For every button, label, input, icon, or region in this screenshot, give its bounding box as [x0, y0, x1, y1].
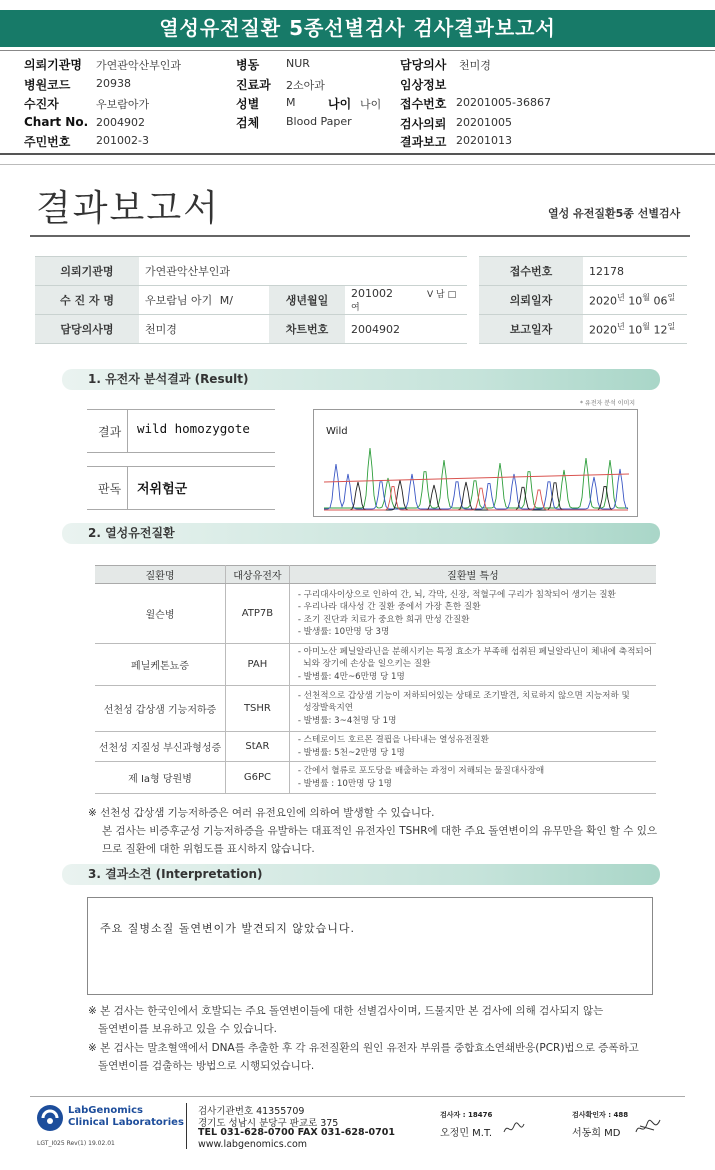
- doctor-label: 담당의사명: [35, 315, 139, 344]
- divider: [87, 466, 275, 467]
- divider: [87, 452, 275, 453]
- column-header: 질환명: [95, 566, 226, 584]
- target-gene: StAR: [226, 732, 290, 762]
- section-result-header: 1. 유전자 분석결과 (Result): [62, 369, 660, 390]
- logo-text: LabGenomics: [68, 1105, 143, 1116]
- report-subtitle: 열성 유전질환5종 선별검사: [548, 207, 681, 220]
- header-key: 병원코드: [24, 78, 71, 92]
- divider: [87, 509, 275, 510]
- header-key: 검사의뢰: [400, 117, 447, 131]
- header-key: 담당의사: [400, 58, 447, 72]
- footer-line: 검사기관번호 41355709: [198, 1106, 305, 1117]
- divider: [186, 1103, 187, 1149]
- report-date-value: [583, 315, 687, 344]
- request-date-value: [583, 286, 687, 315]
- disease-note: 본 검사는 비증후군성 기능저하증을 유발하는 대표적인 유전자인 TSHR에 대한 주요 돌연변이의 유무만을 확인 할 수 있으: [102, 825, 658, 837]
- column-header: 질환별 특성: [289, 566, 656, 584]
- description-line: - 간에서 혈류로 포도당을 배출하는 과정이 저해되는 물질대사장애: [297, 766, 545, 776]
- request-month: 10: [628, 294, 643, 308]
- target-gene: ATP7B: [226, 584, 290, 644]
- divider: [127, 466, 128, 509]
- confirmer-label: 검사확인자 : 488: [572, 1111, 629, 1119]
- header-value: 2004902: [96, 116, 145, 129]
- header-key: 병동: [236, 58, 260, 72]
- judgment-value: 저위험군: [137, 482, 188, 497]
- patient-sex: M/: [219, 294, 233, 307]
- dob-value: [345, 286, 467, 315]
- description-line: - 선천적으로 갑상샘 기능이 저하되어있는 상태로 조기발견, 치료하지 않으면 지능저하 및: [297, 690, 630, 701]
- disease-description: [289, 686, 656, 732]
- chromatogram-trace: [324, 422, 629, 512]
- disease-note: ※ 선천성 갑상샘 기능저하증은 여러 유전요인에 의하여 발생할 수 있습니다.: [88, 807, 435, 819]
- header-value: NUR: [286, 57, 310, 70]
- patient-label: 수 진 자 명: [35, 286, 139, 315]
- footer-line: 경기도 성남시 분당구 판교로 375: [198, 1118, 339, 1129]
- institution-label: 의뢰기관명: [35, 257, 139, 286]
- method-note: 돌연변이를 검출하는 방법으로 시행되었습니다.: [98, 1060, 315, 1072]
- description-line: - 발병률: 5천~2만명 당 1명: [297, 747, 405, 758]
- year-unit: 년: [617, 322, 625, 332]
- patient-name: 우보람님 아기: [145, 294, 213, 307]
- result-value: wild homozygote: [137, 421, 250, 436]
- description-line: - 아미노산 페닐알라닌을 분해시키는 특정 효소가 부족해 섭취된 페닐알라닌이 체내에 축적되어: [297, 646, 652, 657]
- day-unit: 일: [667, 293, 676, 303]
- header-value: 20201005-36867: [456, 96, 551, 109]
- header-value: 가연관악산부인과: [96, 59, 182, 72]
- column-header: 대상유전자: [226, 566, 290, 584]
- header-key: 나이: [328, 97, 352, 111]
- report-date-label: 보고일자: [479, 315, 583, 344]
- year-unit: 년: [617, 293, 625, 303]
- description-line: - 발병률: 4만~6만명 당 1명: [297, 671, 405, 682]
- header-value: 나이: [360, 98, 382, 111]
- disease-note: 므로 질환에 대한 위험도를 표시하지 않습니다.: [102, 843, 315, 855]
- header-value: M: [286, 96, 296, 109]
- month-unit: 월: [642, 322, 650, 332]
- report-month: 10: [628, 323, 643, 337]
- disease-description: [289, 732, 656, 762]
- patient-info-table: [35, 256, 687, 344]
- description-line: - 발병률: 3~4천명 당 1명: [297, 715, 397, 726]
- divider: [30, 235, 690, 237]
- institution-value: 가연관악산부인과: [139, 257, 467, 286]
- disease-description: [289, 762, 656, 794]
- description-line: - 발생률: 10만명 당 3명: [297, 627, 390, 637]
- disease-name: 윌슨병: [95, 584, 226, 644]
- tester-signature-icon: [502, 1118, 526, 1140]
- form-code: LGT_I025 Rev(1) 19.02.01: [37, 1140, 115, 1147]
- method-note: 돌연변이를 보유하고 있을 수 있습니다.: [98, 1023, 277, 1035]
- description-line: - 구리대사이상으로 인하여 간, 뇌, 각막, 신장, 적혈구에 구리가 침착되어 생기는 질환: [297, 589, 616, 600]
- month-unit: 월: [642, 293, 650, 303]
- dob: 201002: [351, 287, 393, 300]
- judgment-label: 판독: [98, 482, 122, 496]
- tester-name: 오정민 M.T.: [440, 1128, 493, 1139]
- divider: [87, 409, 275, 410]
- header-value: Blood Paper: [286, 115, 352, 128]
- header-value: 우보람아가: [96, 98, 150, 111]
- receipt-label: 접수번호: [479, 257, 583, 286]
- method-note: ※ 본 검사는 한국인에서 호발되는 주요 돌연변이들에 대한 선별검사이며, 드물지만 본 검사에 의해 검사되지 않는: [88, 1005, 604, 1017]
- description-line: - 발병률 : 10만명 당 1명: [297, 778, 392, 789]
- trace-line: [324, 464, 628, 509]
- header-key: 결과보고: [400, 135, 447, 149]
- footer-line: TEL 031-628-0700 FAX 031-628-0701: [198, 1127, 395, 1138]
- table-row: [95, 762, 656, 794]
- table-row: [95, 644, 656, 686]
- analysis-image-note: * 유전자 분석 이미지: [580, 400, 636, 407]
- chromatogram-image: [313, 409, 638, 517]
- table-row: [95, 584, 656, 644]
- description-line: 뇌와 장기에 손상을 일으키는 질환: [297, 659, 431, 670]
- page-title: 열성유전질환 5종선별검사 검사결과보고서: [0, 10, 715, 47]
- chart-label: 차트번호: [269, 315, 345, 344]
- target-gene: PAH: [226, 644, 290, 686]
- report-title: 결과보고서: [36, 188, 220, 229]
- table-row: [95, 686, 656, 732]
- logo-text: Clinical Laboratories: [68, 1117, 184, 1128]
- divider: [0, 153, 715, 155]
- header-value: 20201013: [456, 134, 512, 147]
- description-line: - 스테로이드 호르몬 결핍을 나타내는 열성유전질환: [297, 735, 489, 745]
- header-value: 201002-3: [96, 134, 149, 147]
- description-line: 성장발육지연: [297, 703, 354, 714]
- interpretation-text: 주요 질병소질 돌연변이가 발견되지 않았습니다.: [100, 922, 356, 935]
- doctor-value: 천미경: [139, 315, 269, 344]
- divider: [127, 409, 128, 452]
- patient-value: [139, 286, 269, 315]
- disease-name: 페닐케톤뇨증: [95, 644, 226, 686]
- report-day: 12: [653, 323, 668, 337]
- request-date-label: 의뢰일자: [479, 286, 583, 315]
- divider: [0, 50, 715, 51]
- tester-label: 검사자 : 18476: [440, 1111, 493, 1119]
- header-value: 20938: [96, 77, 131, 90]
- header-key: 검체: [236, 116, 260, 130]
- dob-label: 생년월일: [269, 286, 345, 315]
- disease-name: 선천성 갑상샘 기능저하증: [95, 686, 226, 732]
- labgenomics-logo-icon: [37, 1105, 63, 1131]
- disease-description: [289, 644, 656, 686]
- chromatogram-label: Wild: [326, 426, 348, 437]
- report-year: 2020: [589, 323, 617, 337]
- header-value: 2소아과: [286, 79, 325, 92]
- result-label: 결과: [98, 425, 122, 439]
- section-disease-header: 2. 열성유전질환: [62, 523, 660, 544]
- header-key: Chart No.: [24, 115, 89, 129]
- disease-name: 선천성 지질성 부신과형성증: [95, 732, 226, 762]
- header-fields: [24, 56, 714, 156]
- footer-line: www.labgenomics.com: [198, 1139, 308, 1150]
- day-unit: 일: [667, 322, 676, 332]
- header-key: 주민번호: [24, 135, 71, 149]
- target-gene: TSHR: [226, 686, 290, 732]
- method-note: ※ 본 검사는 말초혈액에서 DNA를 추출한 후 각 유전질환의 원인 유전자 부위를 중합효소연쇄반응(PCR)법으로 증폭하고: [88, 1042, 639, 1054]
- chart-value: 2004902: [345, 315, 467, 344]
- sex-options: V 남 □여: [351, 290, 457, 313]
- header-key: 성별: [236, 97, 260, 111]
- header-key: 접수번호: [400, 97, 447, 111]
- table-row: [95, 732, 656, 762]
- header-key: 의뢰기관명: [24, 58, 82, 72]
- divider: [0, 164, 715, 165]
- description-line: - 조기 진단과 치료가 중요한 희귀 만성 간질환: [297, 614, 470, 625]
- confirmer-signature-icon: [634, 1116, 662, 1140]
- header-key: 임상정보: [400, 78, 447, 92]
- request-year: 2020: [589, 294, 617, 308]
- confirmer-name: 서동희 MD: [572, 1128, 621, 1139]
- disease-name: 제 Ia형 당원병: [95, 762, 226, 794]
- receipt-value: 12178: [583, 257, 687, 286]
- header-key: 수진자: [24, 97, 59, 111]
- header-value: 20201005: [456, 116, 512, 129]
- disease-table: [95, 565, 656, 794]
- section-interpretation-header: 3. 결과소견 (Interpretation): [62, 864, 660, 885]
- header-value: 천미경: [459, 59, 491, 72]
- disease-description: [289, 584, 656, 644]
- target-gene: G6PC: [226, 762, 290, 794]
- request-day: 06: [653, 294, 668, 308]
- interpretation-box: [87, 897, 653, 995]
- divider: [30, 1096, 685, 1097]
- description-line: - 우리나라 대사성 간 질환 중에서 가장 흔한 질환: [297, 602, 481, 612]
- header-key: 진료과: [236, 78, 271, 92]
